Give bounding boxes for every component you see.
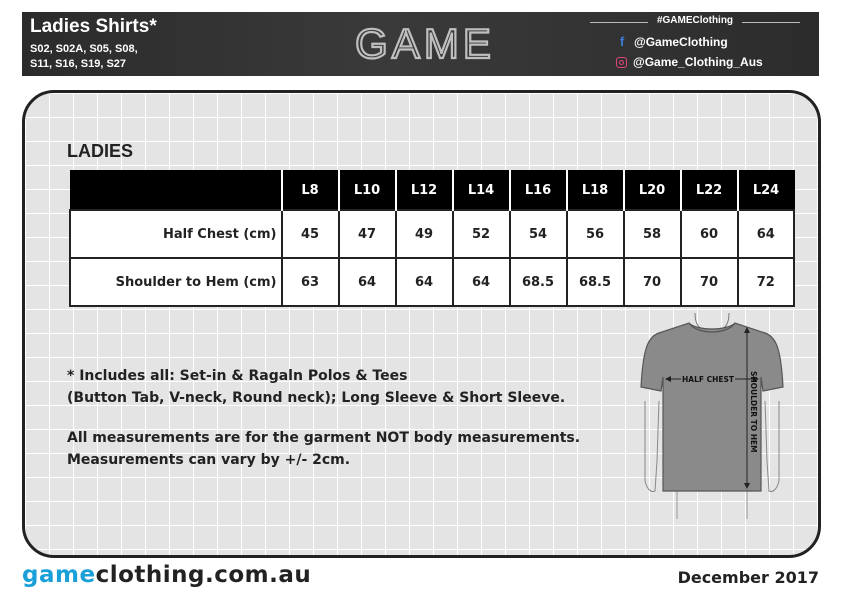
size-header: L14 xyxy=(453,171,510,211)
table-cell: 68.5 xyxy=(567,258,624,306)
size-header: L24 xyxy=(738,171,795,211)
size-header: L12 xyxy=(396,171,453,211)
table-cell: 58 xyxy=(624,210,681,258)
table-cell: 52 xyxy=(453,210,510,258)
style-codes-line-2: S11, S16, S19, S27 xyxy=(30,58,127,70)
tshirt-measurement-diagram xyxy=(637,311,787,521)
facebook-link[interactable] xyxy=(616,34,728,49)
table-cell: 54 xyxy=(510,210,567,258)
table-cell: 63 xyxy=(282,258,339,306)
table-cell: 56 xyxy=(567,210,624,258)
size-table xyxy=(69,170,795,307)
instagram-icon xyxy=(616,57,627,68)
publish-date: December 2017 xyxy=(677,568,819,587)
game-logo xyxy=(340,20,510,66)
note-line-3: All measurements are for the garment NOT body measurements. xyxy=(67,430,581,446)
table-cell: 60 xyxy=(681,210,738,258)
size-chart-panel xyxy=(22,90,821,558)
hashtag: #GAMEClothing xyxy=(656,15,734,26)
table-cell: 47 xyxy=(339,210,396,258)
size-header: L18 xyxy=(567,171,624,211)
table-cell: 64 xyxy=(339,258,396,306)
style-codes xyxy=(30,42,180,72)
header-corner xyxy=(70,171,282,211)
table-cell: 45 xyxy=(282,210,339,258)
header-banner xyxy=(22,12,819,76)
table-cell: 70 xyxy=(624,258,681,306)
logo-text: GAME xyxy=(355,20,495,66)
shoulder-to-hem-label: SHOULDER TO HEM xyxy=(749,371,758,453)
includes-note xyxy=(67,365,565,409)
table-cell: 49 xyxy=(396,210,453,258)
style-codes-line-1: S02, S02A, S05, S08, xyxy=(30,43,138,55)
section-title: LADIES xyxy=(67,141,134,161)
half-chest-label: HALF CHEST xyxy=(681,375,735,384)
note-line-1: * Includes all: Set-in & Ragaln Polos & Tees xyxy=(67,368,408,384)
size-header: L10 xyxy=(339,171,396,211)
table-cell: 70 xyxy=(681,258,738,306)
size-header-row xyxy=(70,171,794,211)
table-cell: 72 xyxy=(738,258,795,306)
site-name-rest: clothing.com.au xyxy=(95,562,312,588)
table-cell: 64 xyxy=(396,258,453,306)
table-cell: 64 xyxy=(738,210,795,258)
measurement-note xyxy=(67,427,580,471)
size-header: L22 xyxy=(681,171,738,211)
note-line-4: Measurements can vary by +/- 2cm. xyxy=(67,452,351,468)
table-row xyxy=(70,258,794,306)
table-cell: 68.5 xyxy=(510,258,567,306)
note-line-2: (Button Tab, V-neck, Round neck); Long Sleeve & Short Sleeve. xyxy=(67,390,566,406)
table-row xyxy=(70,210,794,258)
size-header: L8 xyxy=(282,171,339,211)
page-title: Ladies Shirts* xyxy=(30,16,157,37)
table-cell: 64 xyxy=(453,258,510,306)
site-name-accent: game xyxy=(22,562,96,588)
size-header: L20 xyxy=(624,171,681,211)
instagram-link[interactable] xyxy=(616,55,763,69)
hashtag-row xyxy=(582,15,808,26)
row-label: Half Chest (cm) xyxy=(70,210,282,258)
facebook-icon: f xyxy=(619,34,625,49)
facebook-handle: @GameClothing xyxy=(634,34,728,49)
size-header: L16 xyxy=(510,171,567,211)
website-link[interactable] xyxy=(22,562,311,588)
instagram-handle: @Game_Clothing_Aus xyxy=(633,55,763,69)
row-label: Shoulder to Hem (cm) xyxy=(70,258,282,306)
